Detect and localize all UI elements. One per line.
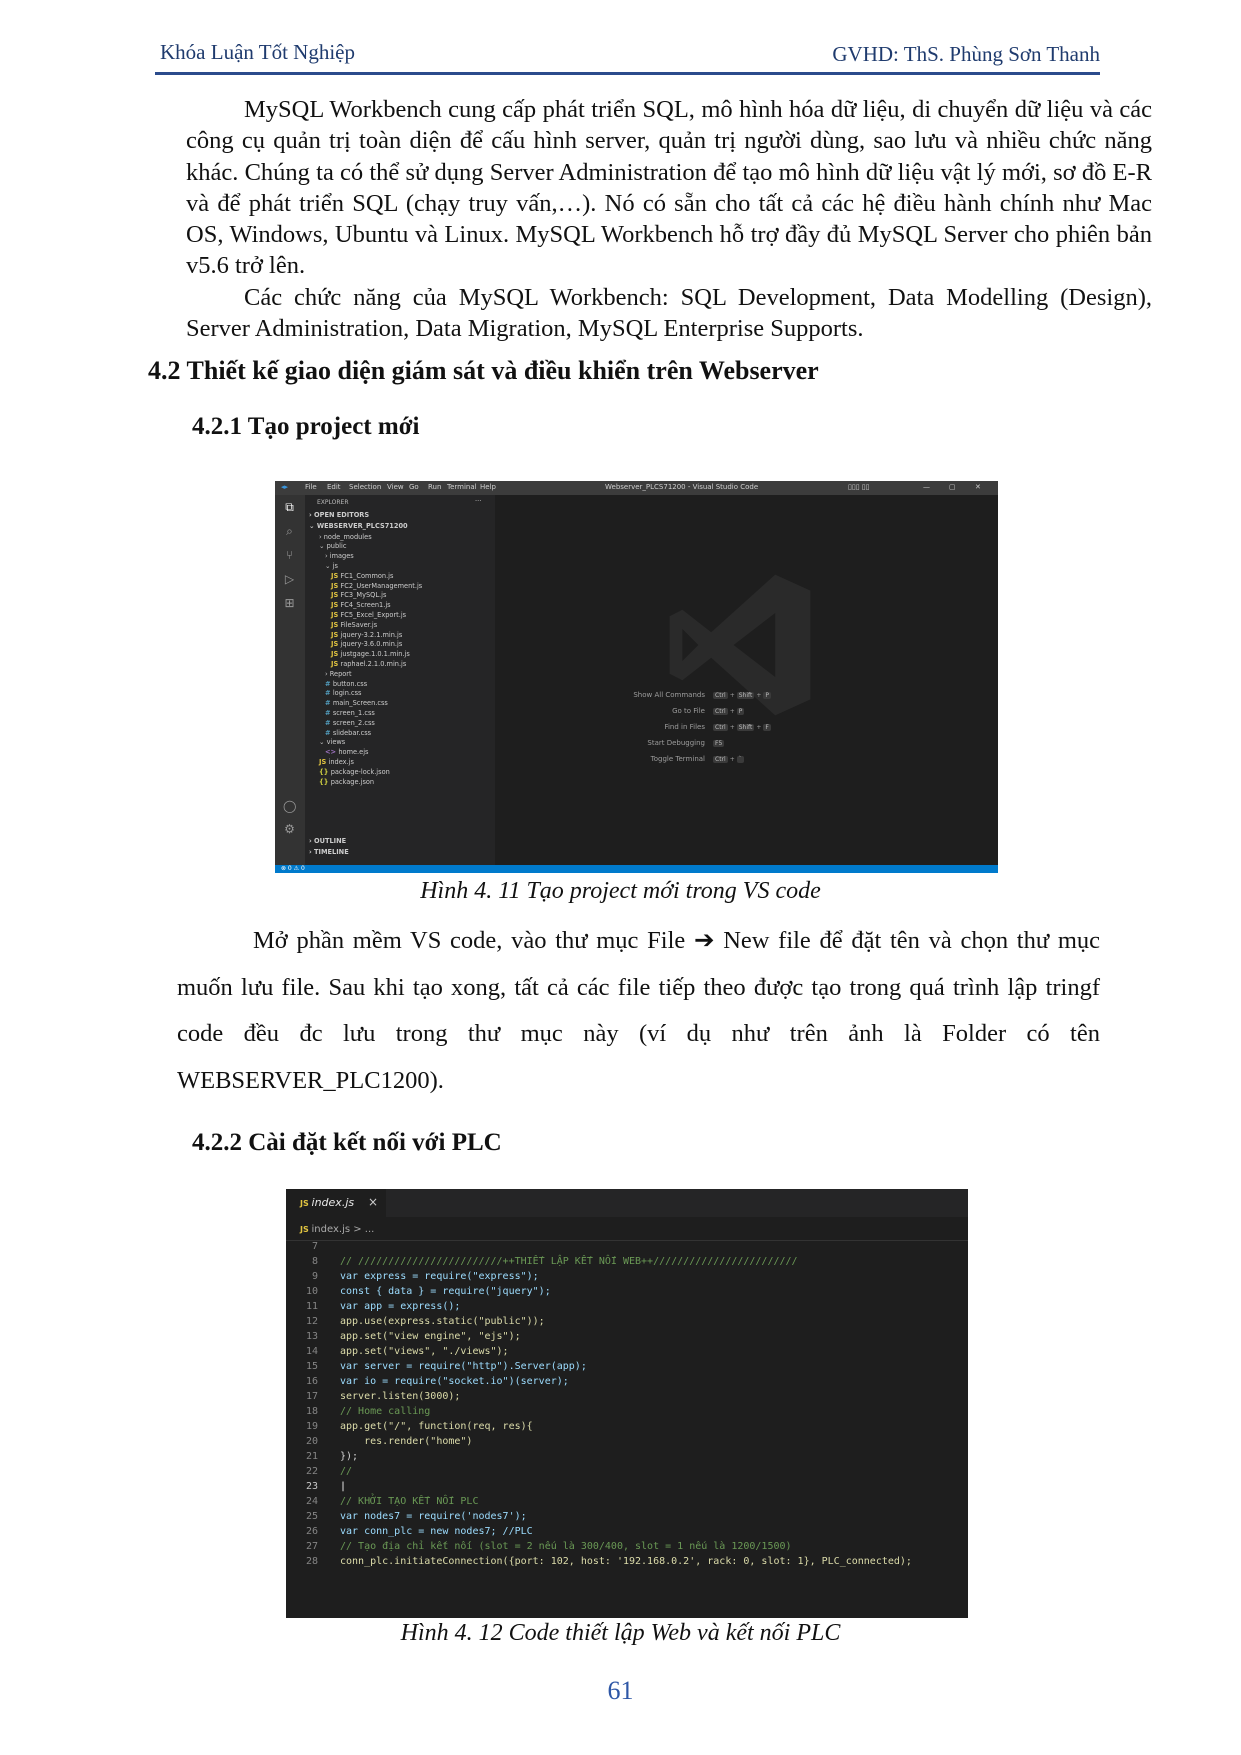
- tree-item-label: FC2_UserManagement.js: [340, 581, 423, 590]
- account-icon[interactable]: ◯: [283, 799, 297, 813]
- tree-item[interactable]: [325, 748, 368, 756]
- tree-item[interactable]: ⌄ public: [319, 542, 347, 551]
- vscode-titlebar: [275, 481, 998, 495]
- menu-item-view[interactable]: View: [387, 483, 404, 491]
- vscode-statusbar: [275, 865, 998, 873]
- figure-caption-4-11: Hình 4. 11 Tạo project mới trong VS code: [420, 878, 821, 904]
- code-line: conn_plc.initiateConnection({port: 102, host: '192.168.0.2', rack: 0, slot: 1}, PLC_connected);: [340, 1556, 912, 1567]
- menu-item-go[interactable]: Go: [409, 483, 419, 491]
- header-left: Khóa Luận Tốt Nghiệp: [160, 40, 355, 64]
- js-file-icon: JS: [331, 640, 341, 649]
- line-number: 25: [305, 1511, 318, 1522]
- line-number: 28: [305, 1556, 318, 1567]
- extensions-icon[interactable]: ⊞: [284, 596, 295, 610]
- code-line: var conn_plc = new nodes7; //PLC: [340, 1526, 533, 1537]
- line-number: 14: [305, 1346, 318, 1357]
- line-number: 13: [305, 1331, 318, 1342]
- tab-close-icon[interactable]: ×: [368, 1195, 379, 1209]
- menu-item-file[interactable]: File: [305, 483, 317, 491]
- code-line: // Home calling: [340, 1406, 431, 1417]
- line-number: 15: [305, 1361, 318, 1372]
- breadcrumb[interactable]: JS index.js > ...: [300, 1224, 375, 1235]
- code-line: });: [340, 1451, 359, 1462]
- line-number: 21: [305, 1451, 318, 1462]
- source-control-icon[interactable]: ⑂: [285, 548, 294, 562]
- tree-item-label: home.ejs: [338, 748, 369, 757]
- tree-item[interactable]: [325, 719, 375, 727]
- tree-item-label: screen_1.css: [332, 708, 375, 717]
- tree-item[interactable]: [331, 601, 391, 609]
- js-file-icon: JS: [319, 757, 329, 766]
- css-file-icon: #: [325, 689, 333, 698]
- menu-item-terminal[interactable]: Terminal: [447, 483, 477, 491]
- shortcut-keys: [713, 724, 773, 731]
- line-number: 19: [305, 1421, 318, 1432]
- shortcut-label: Show All Commands: [633, 691, 705, 699]
- project-root[interactable]: ⌄ WEBSERVER_PLCS71200: [309, 522, 408, 530]
- subsection-heading-4-2-2: 4.2.2 Cài đặt kết nối với PLC: [192, 1129, 502, 1156]
- outline-label: OUTLINE: [314, 837, 347, 845]
- search-icon[interactable]: ⌕: [286, 524, 293, 538]
- shortcut-keys: [713, 740, 726, 747]
- menu-item-run[interactable]: Run: [428, 483, 442, 491]
- line-number: 9: [311, 1271, 318, 1282]
- code-screenshot: [286, 1189, 968, 1618]
- shortcut-label: Find in Files: [664, 723, 705, 731]
- shortcut-key: `: [738, 756, 742, 763]
- css-file-icon: #: [325, 679, 333, 688]
- tree-item-label: FC4_Screen1.js: [340, 601, 391, 610]
- shortcut-key: Shift: [738, 692, 753, 699]
- line-number: 22: [305, 1466, 318, 1477]
- layout-icons[interactable]: ▯▯▯ ▯▯: [848, 483, 870, 491]
- vscode-watermark-icon: [660, 565, 820, 725]
- code-line: app.set("views", "./views");: [340, 1346, 509, 1357]
- css-file-icon: #: [325, 708, 333, 717]
- editor-tabbar: [286, 1189, 968, 1217]
- js-file-icon: JS: [331, 650, 341, 659]
- close-icon[interactable]: ✕: [975, 483, 981, 491]
- js-file-icon: JS: [331, 571, 341, 580]
- tree-item[interactable]: [331, 640, 402, 648]
- paragraph-create-project: [177, 918, 1100, 1105]
- shortcut-key: +: [756, 692, 762, 699]
- css-file-icon: #: [325, 728, 333, 737]
- open-editors-label: OPEN EDITORS: [314, 511, 370, 519]
- tree-item[interactable]: ⌄ views: [319, 738, 346, 747]
- paragraph-workbench-features: [186, 282, 1152, 345]
- tree-item[interactable]: [331, 572, 393, 580]
- code-line: app.use(express.static("public"));: [340, 1316, 545, 1327]
- tree-item[interactable]: [319, 758, 354, 766]
- shortcut-key: Ctrl: [715, 724, 726, 731]
- paragraph-text: Các chức năng của MySQL Workbench: SQL Development, Data Modelling (Design), Server Administration, Data Migration, MySQL Enterprise Supports.: [186, 284, 1152, 343]
- code-line: res.render("home"): [340, 1436, 473, 1447]
- tree-item[interactable]: [319, 778, 374, 786]
- shortcut-key: Ctrl: [715, 692, 726, 699]
- code-line: var nodes7 = require('nodes7');: [340, 1511, 527, 1522]
- js-file-icon: JS: [331, 630, 341, 639]
- line-number: 11: [305, 1301, 318, 1312]
- tree-item-label: login.css: [332, 689, 362, 698]
- outline-section[interactable]: › OUTLINE: [309, 837, 347, 845]
- line-number: 18: [305, 1406, 318, 1417]
- code-line: var express = require("express");: [340, 1271, 539, 1282]
- js-file-icon: JS: [331, 581, 341, 590]
- tree-item[interactable]: [331, 621, 377, 629]
- tree-item-label: jquery-3.2.1.min.js: [340, 630, 403, 639]
- breadcrumb-text: index.js > ...: [311, 1224, 375, 1235]
- tab-index-js[interactable]: [286, 1189, 386, 1217]
- tree-item-label: index.js: [328, 757, 354, 766]
- header-right: GVHD: ThS. Phùng Sơn Thanh: [832, 42, 1100, 66]
- tree-item-label: package.json: [330, 777, 375, 786]
- vscode-explorer: [305, 495, 495, 866]
- js-file-icon: JS: [331, 620, 341, 629]
- vscode-logo-icon: ◂▸: [281, 483, 289, 491]
- maximize-icon[interactable]: ▢: [949, 483, 956, 491]
- line-number: 23: [305, 1481, 318, 1492]
- page-number: 61: [607, 1676, 634, 1705]
- tree-item[interactable]: [331, 582, 422, 590]
- breadcrumb-divider: [286, 1240, 968, 1241]
- shortcut-label: Toggle Terminal: [650, 755, 705, 763]
- shortcut-label: Go to File: [672, 707, 705, 715]
- line-number: 16: [305, 1376, 318, 1387]
- shortcut-key: +: [756, 724, 762, 731]
- css-file-icon: #: [325, 718, 333, 727]
- tree-item-label: justgage.1.0.1.min.js: [340, 650, 410, 659]
- tree-item-label: images: [329, 552, 354, 561]
- line-number: 24: [305, 1496, 318, 1507]
- vscode-activity-bar: [275, 495, 305, 866]
- problems-indicator[interactable]: ⊗ 0 ⚠ 0: [281, 865, 305, 872]
- shortcut-keys: [713, 692, 773, 699]
- shortcut-key: +: [729, 756, 735, 763]
- shortcut-key: Shift: [738, 724, 753, 731]
- figure-caption-4-12: Hình 4. 12 Code thiết lập Web và kết nối PLC: [400, 1620, 841, 1646]
- shortcut-keys: [713, 708, 746, 715]
- paragraph-text: MySQL Workbench cung cấp phát triển SQL, mô hình hóa dữ liệu, di chuyển dữ liệu và các công cụ quản trị toàn diện để cấu hình server, quản trị người dùng, sao lưu và nhiều chức năng khác. Chúng ta có thể sử dụng Server Administration để tạo mô hình dữ liệu vật lý mới, sơ đồ E-R và để phát triển SQL (chạy truy vấn,…). Nó có sẵn cho tất cả các hệ điều hành chính như Mac OS, Windows, Ubuntu và Linux. MySQL Workbench hỗ trợ đầy đủ MySQL Server cho phiên bản v5.6 trở lên.: [186, 96, 1152, 280]
- menu-item-edit[interactable]: Edit: [327, 483, 341, 491]
- ejs-file-icon: <>: [325, 748, 339, 757]
- tree-item-label: Report: [329, 669, 352, 678]
- line-number: 26: [305, 1526, 318, 1537]
- tree-item-label: raphael.2.1.0.min.js: [340, 659, 407, 668]
- line-number: 10: [305, 1286, 318, 1297]
- tree-item[interactable]: [331, 631, 402, 639]
- tree-item-label: FC3_MySQL.js: [340, 591, 387, 600]
- tree-item-label: FileSaver.js: [340, 620, 378, 629]
- tree-item[interactable]: [325, 680, 367, 688]
- tree-item-label: slidebar.css: [332, 728, 372, 737]
- tree-item[interactable]: [331, 591, 386, 599]
- tree-item-label: FC5_Excel_Export.js: [340, 610, 407, 619]
- js-file-icon: JS: [331, 601, 341, 610]
- code-line: var io = require("socket.io")(server);: [340, 1376, 569, 1387]
- tree-item-label: main_Screen.css: [332, 699, 388, 708]
- tree-item[interactable]: [331, 611, 406, 619]
- tree-item[interactable]: [331, 660, 406, 668]
- shortcut-key: +: [729, 708, 735, 715]
- json-file-icon: {}: [319, 767, 331, 776]
- menu-item-help[interactable]: Help: [480, 483, 496, 491]
- code-line: //: [340, 1466, 353, 1477]
- paragraph-workbench-intro: [186, 94, 1152, 282]
- js-file-icon: JS: [331, 659, 341, 668]
- more-icon[interactable]: ···: [475, 497, 482, 505]
- code-line: const { data } = require("jquery");: [340, 1286, 551, 1297]
- code-line: var app = express();: [340, 1301, 461, 1312]
- tree-item-label: button.css: [332, 679, 368, 688]
- shortcut-key: P: [738, 708, 743, 715]
- tree-item-label: views: [326, 738, 346, 747]
- tree-item-label: js: [332, 561, 338, 570]
- explorer-icon[interactable]: ⧉: [285, 500, 294, 514]
- vscode-window-title: Webserver_PLCS71200 - Visual Studio Code: [605, 483, 759, 491]
- tree-item[interactable]: [331, 650, 410, 658]
- shortcut-key: Ctrl: [715, 756, 726, 763]
- shortcut-key: P: [765, 692, 770, 699]
- line-number: 7: [311, 1241, 318, 1252]
- code-line: server.listen(3000);: [340, 1391, 461, 1402]
- tree-item[interactable]: [319, 768, 390, 776]
- code-line: // KHỞI TẠO KẾT NỐI PLC: [340, 1496, 479, 1507]
- tree-item[interactable]: › images: [325, 552, 354, 561]
- tree-item[interactable]: [325, 689, 361, 697]
- open-editors-section[interactable]: › OPEN EDITORS: [309, 511, 370, 519]
- tree-item-label: FC1_Common.js: [340, 571, 394, 580]
- tree-item[interactable]: [325, 699, 388, 707]
- explorer-title: EXPLORER: [317, 499, 349, 506]
- tree-item[interactable]: › Report: [325, 669, 352, 678]
- line-number: 12: [305, 1316, 318, 1327]
- run-debug-icon[interactable]: ▷: [284, 572, 295, 586]
- code-line: // ////////////////////////++THIẾT LẬP KẾT NỐI WEB++////////////////////////: [340, 1256, 798, 1267]
- tree-item-label: node_modules: [323, 532, 372, 541]
- tab-filename: index.js: [311, 1196, 355, 1209]
- project-label: WEBSERVER_PLCS71200: [316, 522, 408, 530]
- line-number: 27: [305, 1541, 318, 1552]
- tree-item-label: public: [326, 542, 347, 551]
- code-line: |: [340, 1481, 347, 1492]
- line-number: 17: [305, 1391, 318, 1402]
- tab-label: JS index.js: [300, 1196, 355, 1209]
- shortcut-key: Ctrl: [715, 708, 726, 715]
- tree-item-label: package-lock.json: [330, 767, 390, 776]
- menu-item-selection[interactable]: Selection: [349, 483, 382, 491]
- tree-item[interactable]: ⌄ js: [325, 561, 338, 570]
- shortcut-keys: [713, 756, 746, 763]
- tree-item[interactable]: › node_modules: [319, 532, 372, 541]
- shortcut-key: +: [729, 724, 735, 731]
- vscode-screenshot: [275, 481, 998, 873]
- shortcut-key: F: [765, 724, 769, 731]
- line-number: 8: [311, 1256, 318, 1267]
- tree-item-label: screen_2.css: [332, 718, 375, 727]
- code-line: var server = require("http").Server(app);: [340, 1361, 587, 1372]
- header-rule: [155, 72, 1100, 75]
- line-number: 20: [305, 1436, 318, 1447]
- json-file-icon: {}: [319, 777, 331, 786]
- tree-item[interactable]: [325, 709, 375, 717]
- minimize-icon[interactable]: —: [923, 483, 930, 491]
- gear-icon[interactable]: ⚙: [284, 822, 295, 836]
- js-file-icon: JS: [331, 610, 341, 619]
- code-line: // Tạo địa chỉ kết nối (slot = 2 nếu là 300/400, slot = 1 nếu là 1200/1500): [340, 1541, 792, 1552]
- tree-item[interactable]: [325, 729, 371, 737]
- timeline-section[interactable]: › TIMELINE: [309, 848, 349, 856]
- tree-item-label: jquery-3.6.0.min.js: [340, 640, 403, 649]
- code-line: app.get("/", function(req, res){: [340, 1421, 533, 1432]
- timeline-label: TIMELINE: [314, 848, 349, 856]
- shortcut-label: Start Debugging: [647, 739, 705, 747]
- code-line: app.set("view engine", "ejs");: [340, 1331, 521, 1342]
- shortcut-key: F5: [715, 740, 723, 747]
- css-file-icon: #: [325, 699, 333, 708]
- paragraph-text: Mở phần mềm VS code, vào thư mục File ➔ New file để đặt tên và chọn thư mục muốn lưu file. Sau khi tạo xong, tất cả các file tiếp theo được tạo trong quá trình lập tringf code đều đc lưu trong thư mục này (ví dụ như trên ảnh là Folder có tên WEBSERVER_PLC1200).: [177, 927, 1100, 1095]
- subsection-heading-4-2-1: 4.2.1 Tạo project mới: [192, 413, 420, 440]
- section-heading-4-2: 4.2 Thiết kế giao diện giám sát và điều khiển trên Webserver: [148, 356, 819, 385]
- shortcut-key: +: [729, 692, 735, 699]
- js-file-icon: JS: [331, 591, 341, 600]
